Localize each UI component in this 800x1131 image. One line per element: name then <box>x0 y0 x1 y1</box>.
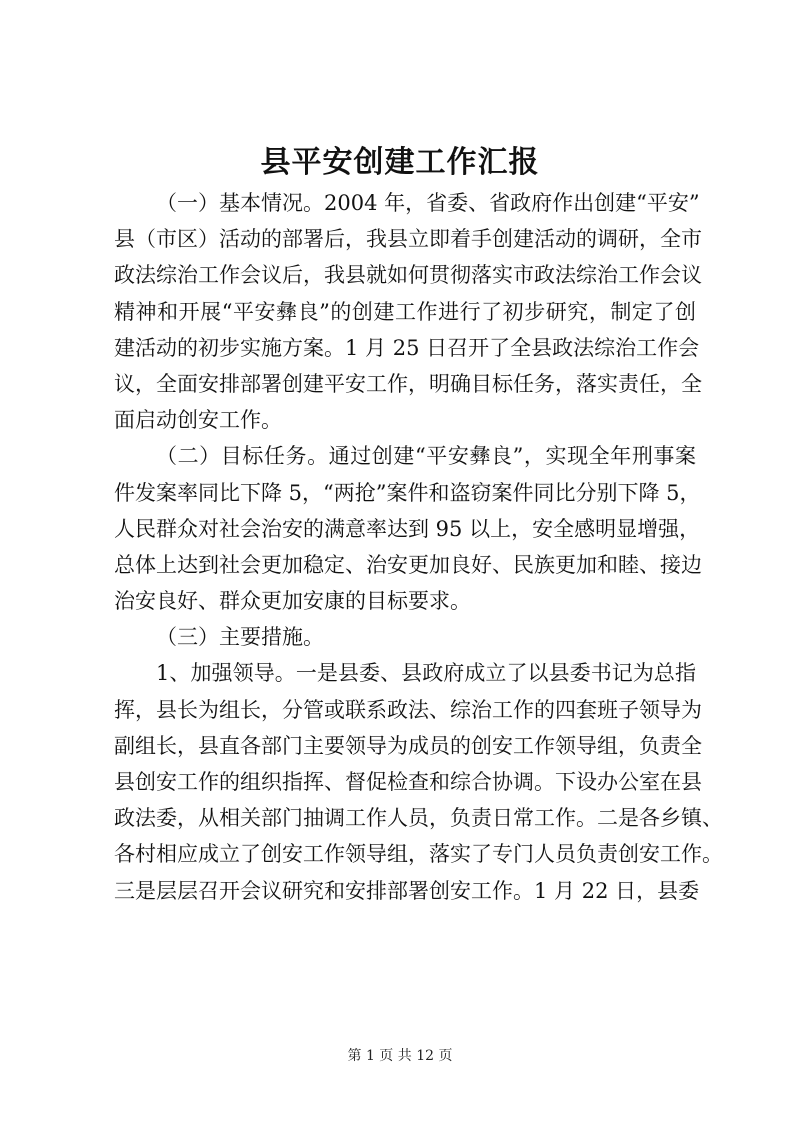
document-title: 县平安创建工作汇报 <box>260 145 540 180</box>
text-line: 总体上达到社会更加稳定、治安更加良好、民族更加和睦、接边 <box>114 552 702 577</box>
text-line: （一）基本情况。2004 年，省委、省政府作出创建“平安” <box>156 191 700 215</box>
text-line: 政法综治工作会议后，我县就如何贯彻落实市政法综治工作会议 <box>114 263 702 288</box>
text-line: 议，全面安排部署创建平安工作，明确目标任务，落实责任，全 <box>114 371 702 396</box>
text-line: （二）目标任务。通过创建“平安彝良”，实现全年刑事案 <box>156 444 696 469</box>
text-line: 1、加强领导。一是县委、县政府成立了以县委书记为总指 <box>156 661 696 686</box>
text-line: 精神和开展“平安彝良”的创建工作进行了初步研究，制定了创 <box>114 299 696 324</box>
page-footer: 第 1 页 共 12 页 <box>347 1048 453 1064</box>
text-line: 县创安工作的组织指挥、督促检查和综合协调。下设办公室在县 <box>114 770 702 794</box>
text-line: 人民群众对社会治安的满意率达到 95 以上，安全感明显增强， <box>114 516 701 541</box>
text-line: （三）主要措施。 <box>156 625 324 650</box>
text-line: 治安良好、群众更加安康的目标要求。 <box>114 589 471 614</box>
text-line: 县（市区）活动的部署后，我县立即着手创建活动的调研，全市 <box>114 227 702 252</box>
text-line: 政法委，从相关部门抽调工作人员，负责日常工作。二是各乡镇、 <box>114 806 723 831</box>
text-line: 三是层层召开会议研究和安排部署创安工作。1 月 22 日，县委 <box>114 878 700 903</box>
text-line: 面启动创安工作。 <box>114 408 282 433</box>
document-body <box>114 185 723 909</box>
text-line: 各村相应成立了创安工作领导组，落实了专门人员负责创安工作。 <box>114 842 723 867</box>
text-line: 建活动的初步实施方案。1 月 25 日召开了全县政法综治工作会 <box>114 335 700 360</box>
text-line: 挥，县长为组长，分管或联系政法、综治工作的四套班子领导为 <box>114 697 702 722</box>
text-line: 件发案率同比下降 5，“两抢”案件和盗窃案件同比分别下降 5， <box>114 480 701 505</box>
text-line: 副组长，县直各部门主要领导为成员的创安工作领导组，负责全 <box>114 733 702 758</box>
